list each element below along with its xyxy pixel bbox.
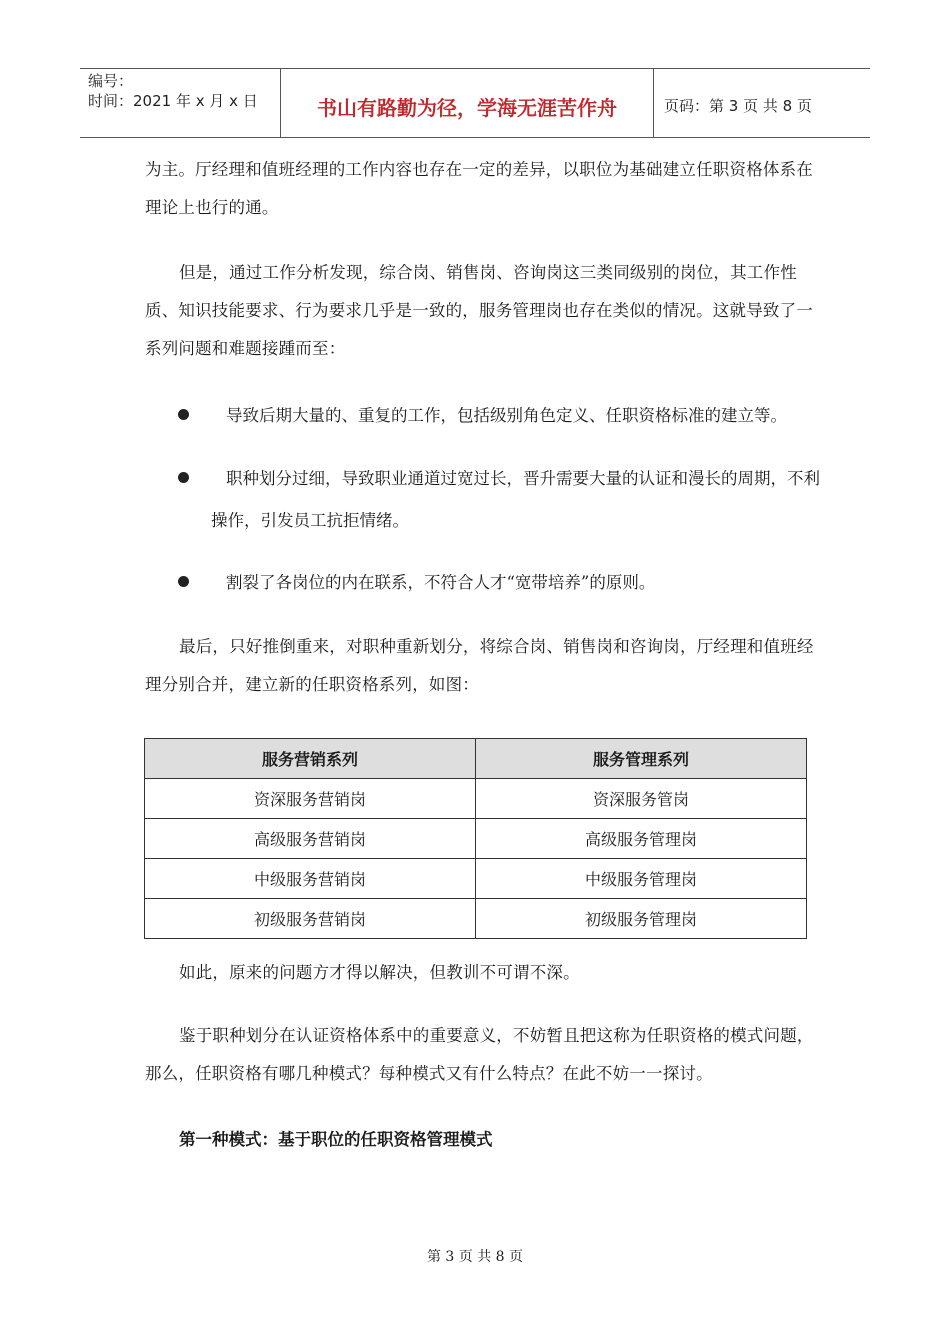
table-cell: 资深服务营销岗: [145, 779, 476, 819]
table-header-cell: 服务营销系列: [145, 739, 476, 779]
header-motto: 书山有路勤为径，学海无涯苦作舟: [280, 69, 654, 137]
header-page-label: 页码：第 3 页 共 8 页: [664, 96, 812, 115]
table-cell: 中级服务营销岗: [145, 859, 476, 899]
table-header-cell: 服务管理系列: [476, 739, 807, 779]
table-row: [145, 779, 807, 819]
table-header-row: [145, 739, 807, 779]
bullet-text: 割裂了各岗位的内在联系，不符合人才“宽带培养”的原则。: [226, 573, 656, 592]
table-row: [145, 899, 807, 939]
table-cell: 初级服务管理岗: [476, 899, 807, 939]
table-cell: 初级服务营销岗: [145, 899, 476, 939]
paragraph-3: 最后，只好推倒重来，对职种重新划分，将综合岗、销售岗和咨询岗，厅经理和值班经理分别合并，建立新的任职资格系列，如图：: [145, 637, 814, 694]
paragraph-4: 如此，原来的问题方才得以解决，但教训不可谓不深。: [179, 963, 580, 982]
paragraph-1: 为主。厅经理和值班经理的工作内容也存在一定的差异，以职位为基础建立任职资格体系在理论上也行的通。: [145, 160, 813, 217]
header-meta: [80, 69, 280, 137]
table-row: [145, 819, 807, 859]
page-footer: 第 3 页 共 8 页: [426, 1249, 524, 1265]
bullet-text: 职种划分过细，导致职业通道过宽过长，晋升需要大量的认证和漫长的周期，不利操作，引发员工抗拒情绪。: [211, 469, 820, 530]
table-cell: 资深服务管岗: [476, 779, 807, 819]
career-series-table: [144, 738, 807, 939]
section-heading: 第一种模式：基于职位的任职资格管理模式: [179, 1130, 493, 1149]
header-number-label: 编号：: [88, 72, 134, 90]
table-cell: 中级服务管理岗: [476, 859, 807, 899]
paragraph-5: 鉴于职种划分在认证资格体系中的重要意义，不妨暂且把这称为任职资格的模式问题，那么，任职资格有哪几种模式？每种模式又有什么特点？在此不妨一一探讨。: [145, 1026, 814, 1083]
table-cell: 高级服务管理岗: [476, 819, 807, 859]
table-row: [145, 859, 807, 899]
table-cell: 高级服务营销岗: [145, 819, 476, 859]
page-header: [80, 68, 870, 138]
header-time-label: 时间：2021 年 x 月 x 日: [88, 92, 258, 110]
bullet-text: 导致后期大量的、重复的工作，包括级别角色定义、任职资格标准的建立等。: [226, 406, 787, 425]
bullet-dot-icon: [178, 576, 189, 587]
bullet-dot-icon: [178, 409, 189, 420]
paragraph-2: 但是，通过工作分析发现，综合岗、销售岗、咨询岗这三类同级别的岗位，其工作性质、知识技能要求、行为要求几乎是一致的，服务管理岗也存在类似的情况。这就导致了一系列问题和难题接踵而至：: [145, 263, 813, 358]
bullet-dot-icon: [178, 472, 189, 483]
